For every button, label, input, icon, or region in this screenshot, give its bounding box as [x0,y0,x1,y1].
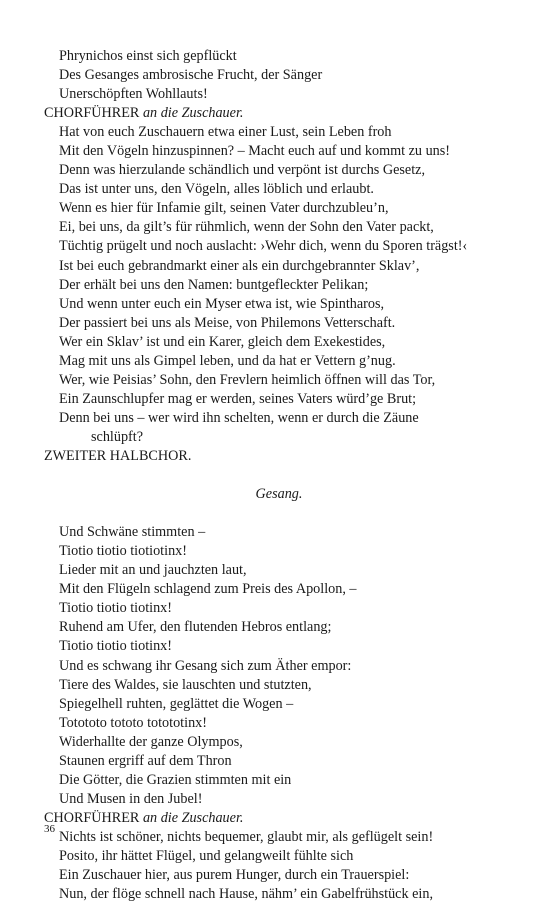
verse-line: Unerschöpften Wohllauts! [59,86,208,103]
verse-line: Tiotio tiotio tiotinx! [59,638,173,655]
verse-line: Und wenn unter euch ein Myser etwa ist, wie Spintharos, [59,295,385,312]
verse-line: Ein Zuschauer hier, aus purem Hunger, durch ein Trauerspiel: [59,867,410,884]
verse-line: Tiotio tiotio tiotiotinx! [59,543,187,560]
verse-line: Phrynichos einst sich gepflückt [59,48,237,64]
verse-line: Ein Zaunschlupfer mag er werden, seines Vaters würd’ge Brut; [59,390,417,407]
verse-line: Ruhend am Ufer, den flutenden Hebros entlang; [59,619,332,636]
speaker-line [44,809,514,828]
verse-line: Denn was hierzulande schändlich und verpönt ist durchs Gesetz, [59,162,426,179]
speaker-name: CHORFÜHRER [44,809,140,826]
verse-line: Tiotio tiotio tiotinx! [59,600,173,617]
spacer [44,466,514,485]
verse-line: Die Götter, die Grazien stimmten mit ein [59,771,292,788]
verse-line: Nun, der flöge schnell nach Hause, nähm’ ein Gabelfrühstück ein, [59,886,434,903]
verse-line: Und Schwäne stimmten – [59,524,206,541]
song-heading: Gesang. [255,486,303,503]
speaker-line [44,104,514,123]
verse-line: Denn bei uns – wer wird ihn schelten, wenn er durch die Zäune [59,409,419,426]
verse-line: Totototo tototo totototinx! [59,714,207,731]
verse-line: Posito, ihr hättet Flügel, und gelangweilt fühlte sich [59,847,354,864]
verse-line: Widerhallte der ganze Olympos, [59,733,243,750]
page-number: 36 [44,823,55,835]
speaker-heading: ZWEITER HALBCHOR. [44,447,192,464]
verse-line: Und Musen in den Jubel! [59,790,203,807]
verse-line: Wenn es hier für Infamie gilt, seinen Vater durchzubleu’n, [59,200,389,217]
verse-block-3 [44,828,514,904]
verse-line: Des Gesanges ambrosische Frucht, der Sänger [59,67,323,84]
text-column [44,47,514,904]
verse-line: Mit den Vögeln hinzuspinnen? – Macht euch auf und kommt zu uns! [59,143,451,160]
verse-line: Der erhält bei uns den Namen: buntgefleckter Pelikan; [59,276,369,293]
verse-line: Der passiert bei uns als Meise, von Philemons Vetterschaft. [59,314,396,331]
verse-line: Mit den Flügeln schlagend zum Preis des Apollon, – [59,581,357,598]
verse-line: Lieder mit an und jauchzten laut, [59,562,247,579]
verse-line: Ei, bei uns, da gilt’s für rühmlich, wenn der Sohn den Vater packt, [59,219,434,236]
spacer [44,504,514,523]
verse-line: Und es schwang ihr Gesang sich zum Äther empor: [59,657,352,674]
verse-line-continuation: schlüpft? [91,428,144,445]
verse-line: Staunen ergriff auf dem Thron [59,752,232,769]
verse-line: Das ist unter uns, den Vögeln, alles löblich und erlaubt. [59,181,374,198]
verse-line: Hat von euch Zuschauern etwa einer Lust, sein Leben froh [59,124,392,141]
verse-block-2 [44,123,514,428]
verse-line: Tüchtig prügelt und noch auslacht: ›Wehr dich, wenn du Sporen trägst!‹ [59,238,468,255]
verse-block-1 [44,47,514,104]
verse-line: Spiegelhell ruhten, geglättet die Wogen – [59,695,294,712]
stage-direction: an die Zuschauer. [142,809,244,826]
song-block [44,523,514,809]
verse-line: Nichts ist schöner, nichts bequemer, glaubt mir, als geflügelt sein! [59,828,434,845]
verse-line: Tiere des Waldes, sie lauschten und stutzten, [59,676,312,693]
stage-direction: an die Zuschauer. [142,105,244,122]
verse-line: Ist bei euch gebrandmarkt einer als ein durchgebrannter Sklav’, [59,257,420,274]
verse-line: Mag mit uns als Gimpel leben, und da hat er Vettern g’nug. [59,352,396,369]
verse-line: Wer ein Sklav’ ist und ein Karer, gleich dem Exekestides, [59,333,386,350]
speaker-name: CHORFÜHRER [44,105,140,122]
verse-line: Wer, wie Peisias’ Sohn, den Frevlern heimlich öffnen will das Tor, [59,371,436,388]
